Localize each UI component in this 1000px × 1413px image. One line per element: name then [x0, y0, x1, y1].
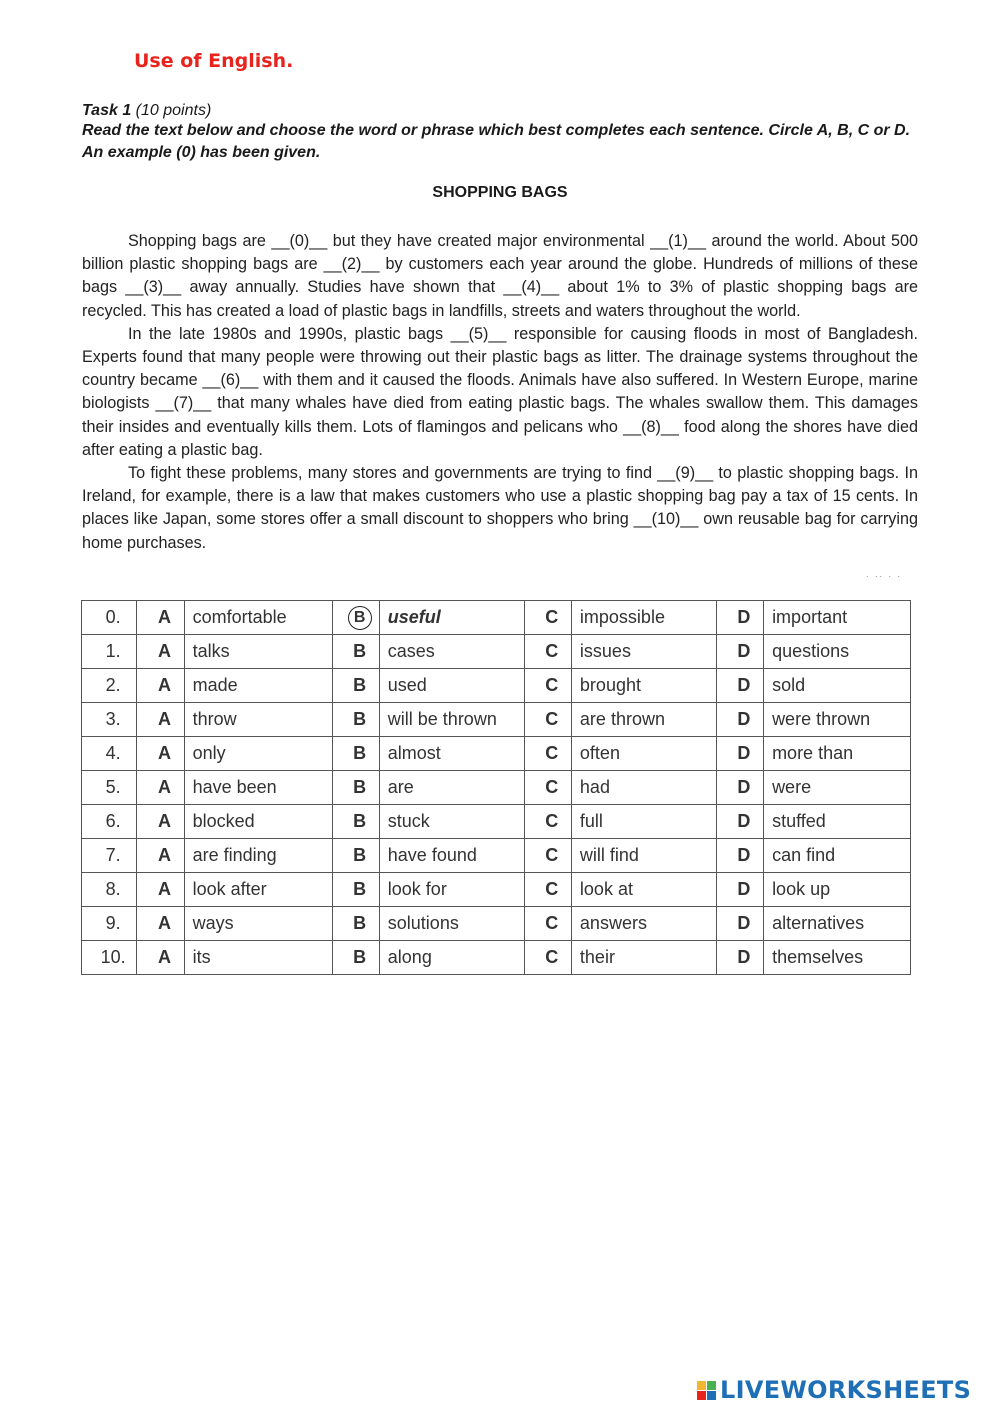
page-heading: Use of English.	[134, 50, 294, 72]
option-letter-b[interactable]: B	[332, 839, 379, 873]
task-points: (10 points)	[135, 102, 212, 119]
option-word-d: more than	[764, 737, 911, 771]
task-header	[82, 100, 932, 122]
option-letter-c[interactable]: C	[524, 873, 571, 907]
brand-footer	[697, 1376, 971, 1404]
option-letter-a[interactable]: A	[137, 907, 184, 941]
option-word-d: can find	[764, 839, 911, 873]
option-letter-d[interactable]: D	[716, 771, 763, 805]
option-letter-d[interactable]: D	[716, 737, 763, 771]
option-word-d: questions	[764, 635, 911, 669]
option-word-a: throw	[184, 703, 332, 737]
option-word-d: were	[764, 771, 911, 805]
option-letter-d[interactable]: D	[716, 839, 763, 873]
option-word-c: often	[571, 737, 716, 771]
task-label: Task 1	[82, 102, 132, 119]
option-letter-c[interactable]: C	[524, 941, 571, 975]
option-letter-b[interactable]: B	[332, 737, 379, 771]
question-number: 0.	[82, 601, 137, 635]
passage-title: SHOPPING BAGS	[432, 184, 568, 201]
option-letter-a[interactable]: A	[137, 601, 184, 635]
option-letter-a[interactable]: A	[137, 771, 184, 805]
option-letter-c[interactable]: C	[524, 635, 571, 669]
option-letter-d[interactable]: D	[716, 907, 763, 941]
option-word-c: answers	[571, 907, 716, 941]
option-word-b: will be thrown	[379, 703, 524, 737]
reading-passage	[82, 230, 918, 555]
option-word-c: will find	[571, 839, 716, 873]
option-word-d: alternatives	[764, 907, 911, 941]
table-row	[82, 737, 911, 771]
option-word-d: themselves	[764, 941, 911, 975]
option-word-d: look up	[764, 873, 911, 907]
option-word-a: look after	[184, 873, 332, 907]
option-word-c: brought	[571, 669, 716, 703]
passage-paragraph: In the late 1980s and 1990s, plastic bags __(5)__ responsible for causing floods in most of Bangladesh. Experts found that many people were throwing out their plastic bags as litter. The drainage systems throughout the country became __(6)__ with them and it caused the floods. Animals have also suffered. In Western Europe, marine biologists __(7)__ that many whales have died from eating plastic bags. The whales swallow them. This damages their insides and eventually kills them. Lots of flamingos and pelicans who __(8)__ food along the shores have died after eating a plastic bag.	[82, 324, 918, 459]
logo-square	[707, 1381, 716, 1390]
option-letter-a[interactable]: A	[137, 737, 184, 771]
option-word-b: along	[379, 941, 524, 975]
option-letter-a[interactable]: A	[137, 805, 184, 839]
table-row	[82, 839, 911, 873]
options-table	[81, 600, 911, 975]
option-word-d: important	[764, 601, 911, 635]
question-number: 2.	[82, 669, 137, 703]
option-letter-c[interactable]: C	[524, 737, 571, 771]
trailing-mark: . .. . .	[866, 569, 903, 579]
option-word-a: its	[184, 941, 332, 975]
option-word-c: issues	[571, 635, 716, 669]
option-word-a: are finding	[184, 839, 332, 873]
logo-square	[697, 1381, 706, 1390]
option-letter-d[interactable]: D	[716, 703, 763, 737]
option-word-b: are	[379, 771, 524, 805]
option-word-b: cases	[379, 635, 524, 669]
option-letter-b[interactable]: B	[332, 669, 379, 703]
option-letter-b[interactable]: B	[332, 941, 379, 975]
option-letter-b[interactable]: B	[332, 873, 379, 907]
option-letter-d[interactable]: D	[716, 805, 763, 839]
option-letter-b	[332, 601, 379, 635]
option-letter-c[interactable]: C	[524, 703, 571, 737]
option-letter-b[interactable]: B	[332, 771, 379, 805]
option-letter-c[interactable]: C	[524, 771, 571, 805]
option-word-a: only	[184, 737, 332, 771]
option-letter-b[interactable]: B	[332, 805, 379, 839]
option-word-c: had	[571, 771, 716, 805]
circled-answer-letter: B	[348, 606, 372, 630]
option-word-d: stuffed	[764, 805, 911, 839]
option-letter-c[interactable]: C	[524, 805, 571, 839]
option-word-b: have found	[379, 839, 524, 873]
option-word-a: made	[184, 669, 332, 703]
option-word-c: impossible	[571, 601, 716, 635]
question-number: 9.	[82, 907, 137, 941]
table-row	[82, 805, 911, 839]
question-number: 6.	[82, 805, 137, 839]
table-row	[82, 669, 911, 703]
option-word-b: look for	[379, 873, 524, 907]
option-word-b: used	[379, 669, 524, 703]
question-number: 7.	[82, 839, 137, 873]
option-word-a: blocked	[184, 805, 332, 839]
option-letter-a[interactable]: A	[137, 873, 184, 907]
option-letter-d[interactable]: D	[716, 601, 763, 635]
option-word-a: ways	[184, 907, 332, 941]
option-word-b: solutions	[379, 907, 524, 941]
brand-name: LIVEWORKSHEETS	[720, 1376, 972, 1404]
option-word-b: almost	[379, 737, 524, 771]
question-number: 8.	[82, 873, 137, 907]
option-word-a: talks	[184, 635, 332, 669]
option-word-b: stuck	[379, 805, 524, 839]
option-letter-b[interactable]: B	[332, 907, 379, 941]
option-letter-b[interactable]: B	[332, 703, 379, 737]
option-word-a: have been	[184, 771, 332, 805]
option-word-c: their	[571, 941, 716, 975]
option-letter-a[interactable]: A	[137, 669, 184, 703]
task-instructions: Read the text below and choose the word or phrase which best completes each sentence. Circle A, B, C or D. An example (0) has been given.	[82, 122, 911, 161]
option-letter-d[interactable]: D	[716, 635, 763, 669]
question-number: 1.	[82, 635, 137, 669]
table-row	[82, 771, 911, 805]
table-row	[82, 941, 911, 975]
option-word-c: full	[571, 805, 716, 839]
option-word-c: look at	[571, 873, 716, 907]
logo-square	[707, 1391, 716, 1400]
liveworksheets-logo-icon	[697, 1381, 716, 1400]
option-letter-c[interactable]: C	[524, 839, 571, 873]
option-letter-a[interactable]: A	[137, 941, 184, 975]
option-letter-c[interactable]: C	[524, 669, 571, 703]
option-letter-c[interactable]: C	[524, 601, 571, 635]
option-word-c: are thrown	[571, 703, 716, 737]
option-letter-a[interactable]: A	[137, 703, 184, 737]
table-row	[82, 873, 911, 907]
question-number: 5.	[82, 771, 137, 805]
option-letter-d[interactable]: D	[716, 873, 763, 907]
table-row	[82, 907, 911, 941]
option-letter-d[interactable]: D	[716, 669, 763, 703]
table-row	[82, 703, 911, 737]
passage-paragraph: To fight these problems, many stores and governments are trying to find __(9)__ to plastic shopping bags. In Ireland, for example, there is a law that makes customers who use a plastic shopping bag pay a tax of 15 cents. In places like Japan, some stores offer a small discount to shoppers who bring __(10)__ own reusable bag for carrying home purchases.	[82, 464, 918, 552]
option-letter-d[interactable]: D	[716, 941, 763, 975]
table-row	[82, 635, 911, 669]
question-number: 3.	[82, 703, 137, 737]
table-row	[82, 601, 911, 635]
option-word-b: useful	[379, 601, 524, 635]
question-number: 4.	[82, 737, 137, 771]
logo-square	[697, 1391, 706, 1400]
passage-paragraph: Shopping bags are __(0)__ but they have created major environmental __(1)__ around the world. About 500 billion plastic shopping bags are __(2)__ by customers each year around the globe. Hundreds of millions of these bags __(3)__ away annually. Studies have shown that __(4)__ about 1% to 3% of plastic shopping bags are recycled. This has created a load of plastic bags in landfills, streets and waters throughout the world.	[82, 232, 918, 320]
option-letter-b[interactable]: B	[332, 635, 379, 669]
option-word-a: comfortable	[184, 601, 332, 635]
question-number: 10.	[82, 941, 137, 975]
option-word-d: were thrown	[764, 703, 911, 737]
option-letter-c[interactable]: C	[524, 907, 571, 941]
option-letter-a[interactable]: A	[137, 839, 184, 873]
option-letter-a[interactable]: A	[137, 635, 184, 669]
option-word-d: sold	[764, 669, 911, 703]
